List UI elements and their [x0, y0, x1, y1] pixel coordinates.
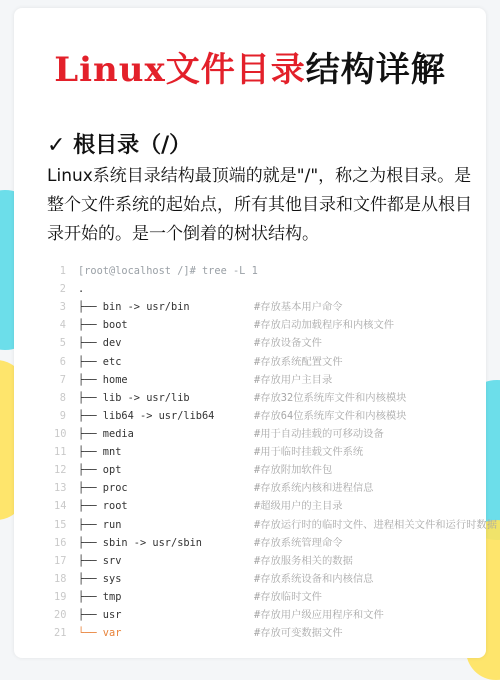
code-line	[54, 316, 494, 334]
code-block	[54, 262, 498, 642]
code-line	[54, 570, 494, 588]
code-line	[54, 479, 494, 497]
section-heading-text: 根目录（/）	[73, 133, 192, 158]
line-number: 17	[54, 554, 67, 567]
code-comment: #用于自动挂载的可移动设备	[254, 427, 384, 440]
code-comment: #存放系统配置文件	[254, 355, 343, 368]
check-icon: ✓	[47, 133, 66, 158]
code-comment: #存放用户主目录	[254, 373, 333, 386]
line-number: 20	[54, 609, 67, 622]
line-number: 3	[59, 301, 66, 314]
code-line	[54, 407, 494, 425]
code-text: ├── lib -> usr/lib	[78, 391, 190, 404]
code-comment: #存放可变数据文件	[254, 627, 343, 640]
line-number: 1	[59, 265, 66, 277]
code-line	[54, 334, 494, 352]
code-comment: #存放设备文件	[254, 337, 322, 350]
line-number: 16	[54, 536, 67, 549]
code-text: ├── usr	[78, 609, 122, 622]
code-text: ├── opt	[78, 464, 122, 477]
code-comment: #存放运行时的临时文件、进程相关文件和运行时数据	[254, 518, 498, 531]
title-red-part: Linux文件目录	[54, 50, 306, 90]
code-line	[54, 461, 494, 479]
line-number: 21	[54, 627, 67, 640]
code-comment: #存放临时文件	[254, 590, 322, 603]
code-text: ├── tmp	[78, 590, 122, 603]
code-comment: #存放附加软件包	[254, 464, 333, 477]
code-text: ├── bin -> usr/bin	[78, 301, 190, 314]
code-text: ├── proc	[78, 482, 128, 495]
line-number: 11	[54, 446, 67, 459]
code-comment: #存放启动加载程序和内核文件	[254, 319, 395, 332]
code-line	[54, 516, 498, 534]
section-heading	[47, 128, 191, 159]
code-text: ├── media	[78, 427, 134, 440]
code-text: ├── root	[78, 500, 128, 513]
code-text: ├── home	[78, 373, 128, 386]
line-number: 5	[59, 337, 66, 350]
code-comment: #存放系统内核和进程信息	[254, 482, 374, 495]
code-text: ├── dev	[78, 337, 122, 350]
line-number: 13	[54, 482, 67, 495]
code-line	[54, 443, 494, 461]
title-black-part: 结构详解	[305, 50, 446, 90]
code-comment: #超级用户的主目录	[254, 500, 343, 513]
line-number: 10	[54, 427, 67, 440]
code-text: └── var	[78, 627, 122, 640]
code-line	[54, 298, 494, 316]
line-number: 8	[59, 391, 66, 404]
code-text: ├── run	[78, 518, 122, 531]
code-text: ├── mnt	[78, 446, 122, 459]
code-text: ├── boot	[78, 319, 128, 332]
code-line	[54, 552, 494, 570]
code-comment: #存放服务相关的数据	[254, 554, 353, 567]
code-line	[54, 624, 494, 642]
code-line	[54, 262, 494, 280]
code-comment: #存放系统设备和内核信息	[254, 572, 374, 585]
line-number: 2	[59, 283, 66, 296]
code-comment: #用于临时挂载文件系统	[254, 446, 364, 459]
code-line	[54, 588, 494, 606]
code-line	[54, 497, 494, 515]
line-number: 4	[59, 319, 66, 332]
code-text: ├── sys	[78, 572, 122, 585]
code-comment: #存放64位系统库文件和内核模块	[254, 409, 407, 422]
code-comment: #存放系统管理命令	[254, 536, 343, 549]
code-line	[54, 534, 494, 552]
line-number: 12	[54, 464, 67, 477]
line-number: 19	[54, 590, 67, 603]
code-comment: #存放32位系统库文件和内核模块	[254, 391, 407, 404]
code-comment: #存放用户级应用程序和文件	[254, 609, 384, 622]
line-number: 9	[59, 409, 66, 422]
code-text: ├── etc	[78, 355, 122, 368]
article-card	[14, 8, 498, 658]
code-line	[54, 371, 494, 389]
line-number: 7	[59, 373, 66, 386]
intro-paragraph: Linux系统目录结构最顶端的就是"/"，称之为根目录。是整个文件系统的起始点，所有其他目录和文件都是从根目录开始的。是一个倒着的树状结构。	[47, 166, 472, 244]
code-text: ├── sbin -> usr/sbin	[78, 536, 202, 549]
code-text: [root@localhost /]# tree -L 1	[78, 265, 258, 277]
code-text: ├── srv	[78, 554, 122, 567]
code-text: .	[78, 283, 85, 296]
code-line	[54, 280, 494, 298]
code-line	[54, 606, 494, 624]
code-text: ├── lib64 -> usr/lib64	[78, 409, 215, 422]
line-number: 15	[54, 518, 67, 531]
line-number: 14	[54, 500, 67, 513]
code-line	[54, 353, 494, 371]
code-line	[54, 425, 494, 443]
line-number: 18	[54, 572, 67, 585]
page-title	[14, 42, 486, 91]
line-number: 6	[59, 355, 66, 368]
code-line	[54, 389, 494, 407]
code-comment: #存放基本用户命令	[254, 301, 343, 314]
